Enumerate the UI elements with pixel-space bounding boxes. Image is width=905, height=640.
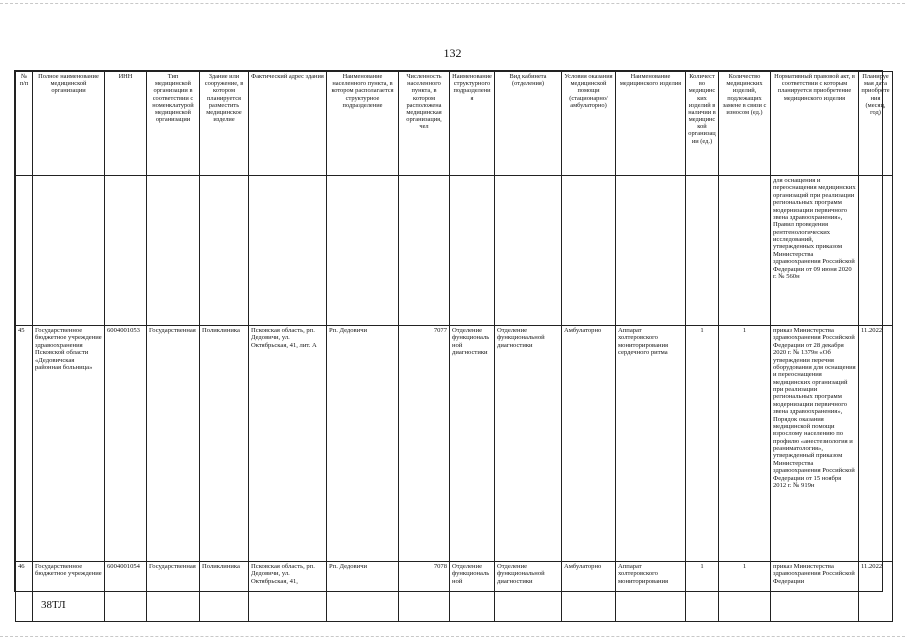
header-cell: Нормативный правовой акт, в соответствии с которым планируется приобретение медицинского изделия bbox=[771, 72, 859, 176]
row-number: 46 bbox=[16, 562, 33, 622]
inn: 6004001053 bbox=[105, 326, 147, 562]
qty-available: 1 bbox=[686, 326, 719, 562]
settlement: Рп. Дедовичи bbox=[327, 562, 399, 622]
scan-edge-bottom bbox=[0, 636, 905, 637]
header-cell: ИНН bbox=[105, 72, 147, 176]
header-cell: Тип медицинской организации в соответствии с номенклатурой медицинской организации bbox=[147, 72, 200, 176]
header-cell: Полное наименование медицинской организации bbox=[33, 72, 105, 176]
org-name: Государственное бюджетное учреждение bbox=[33, 562, 105, 622]
header-cell: Условия оказания медицинской помощи (стационарно/ амбулаторно) bbox=[562, 72, 616, 176]
header-cell: Наименование населенного пункта, в котором располагается структурное подразделение bbox=[327, 72, 399, 176]
care-conditions: Амбулаторно bbox=[562, 562, 616, 622]
header-cell: Планируемая дата приобретения (месяц, год) bbox=[859, 72, 893, 176]
row-number: 45 bbox=[16, 326, 33, 562]
cabinet-type: Отделение функциональной диагностики bbox=[495, 326, 562, 562]
population: 7078 bbox=[399, 562, 450, 622]
header-cell: Наименование структурного подразделения bbox=[450, 72, 495, 176]
structural-unit: Отделение функциональной bbox=[450, 562, 495, 622]
legal-act-continuation: для оснащения и переоснащения медицинских организаций при реализации региональных программ модернизации первичного звена здравоохранения», Правил проведения рентгенологических исследований, утвержденных приказом Министерства здравоохранения Российской Федерации от 09 июня 2020 г. № 560н bbox=[771, 176, 859, 326]
building: Поликлиника bbox=[200, 562, 249, 622]
header-cell: Количество медицинских изделий в наличии в медицинской организации (ед.) bbox=[686, 72, 719, 176]
population: 7077 bbox=[399, 326, 450, 562]
qty-replace: 1 bbox=[719, 562, 771, 622]
org-type: Государственная bbox=[147, 562, 200, 622]
table-row-continuation bbox=[16, 176, 893, 326]
structural-unit: Отделение функциональной диагностики bbox=[450, 326, 495, 562]
header-cell: Количество медицинских изделий, подлежащих замене в связи с износом (ед.) bbox=[719, 72, 771, 176]
legal-act: приказ Министерства здравоохранения Российской Федерации от 28 декабря 2020 г. № 1379н «Об утверждении перечня оборудования для оснащения и переоснащения медицинских организаций при реализации региональных программ модернизации первичного звена здравоохранения», Порядок оказания медицинской помощи взрослому населению по профилю «анестезиология и реаниматология», утвержденный приказом Министерства здравоохранения Российской Федерации от 15 ноября 2012 г. № 919н bbox=[771, 326, 859, 562]
equipment-table bbox=[14, 70, 890, 592]
address: Псковская область, рп. Дедовичи, ул. Октябрьская, 41, лит. А bbox=[249, 326, 327, 562]
qty-replace: 1 bbox=[719, 326, 771, 562]
purchase-date: 11.2022 bbox=[859, 562, 893, 622]
table-row bbox=[16, 562, 893, 622]
qty-available: 1 bbox=[686, 562, 719, 622]
header-cell: Численность населенного пункта, в котором расположена медицинская организация, чел bbox=[399, 72, 450, 176]
header-cell: Здание или сооружение, в котором планируется разместить медицинское изделие bbox=[200, 72, 249, 176]
header-cell: Наименование медицинского изделия bbox=[616, 72, 686, 176]
building: Поликлиника bbox=[200, 326, 249, 562]
purchase-date: 11.2022 bbox=[859, 326, 893, 562]
org-type: Государственная bbox=[147, 326, 200, 562]
header-cell: Фактический адрес здания bbox=[249, 72, 327, 176]
header-cell: № п/п bbox=[16, 72, 33, 176]
inn: 6004001054 bbox=[105, 562, 147, 622]
cabinet-type: Отделение функциональной диагностики bbox=[495, 562, 562, 622]
scan-edge-top bbox=[0, 3, 905, 4]
table-header-row bbox=[16, 72, 893, 176]
address: Псковская область, рп. Дедовичи, ул. Октябрьская, 41, bbox=[249, 562, 327, 622]
device-name: Аппарат холтеровского мониторирования сердечного ритма bbox=[616, 326, 686, 562]
device-name: Аппарат холтеровского мониторирования bbox=[616, 562, 686, 622]
org-name: Государственное бюджетное учреждение здравоохранения Псковской области «Дедовичская районная больница» bbox=[33, 326, 105, 562]
table-row bbox=[16, 326, 893, 562]
footer-stamp: 38ТЛ bbox=[41, 599, 66, 611]
page-number: 132 bbox=[443, 46, 462, 60]
care-conditions: Амбулаторно bbox=[562, 326, 616, 562]
settlement: Рп. Дедовичи bbox=[327, 326, 399, 562]
header-cell: Вид кабинета (отделения) bbox=[495, 72, 562, 176]
legal-act: приказ Министерства здравоохранения Российской Федерации bbox=[771, 562, 859, 622]
